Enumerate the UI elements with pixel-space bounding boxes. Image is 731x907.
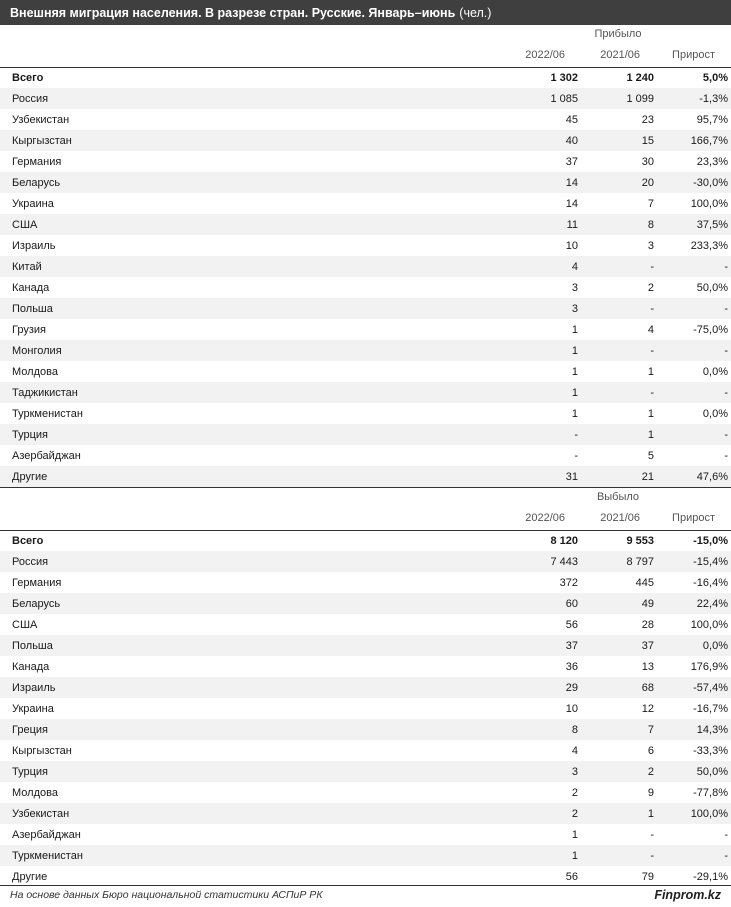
growth-value: -1,3% (699, 92, 728, 105)
growth-value: -15,0% (693, 535, 728, 547)
table-title-bar (0, 0, 731, 25)
value-2021: 1 (647, 428, 654, 441)
value-2022: 2 (571, 786, 578, 799)
column-header-2022: 2022/06 (525, 512, 565, 524)
value-2021: 49 (641, 597, 654, 610)
country-name: Узбекистан (12, 113, 70, 126)
arrived-group-label: Прибыло (594, 28, 642, 40)
country-name: Россия (12, 92, 49, 105)
value-2022: 372 (559, 576, 578, 589)
country-name: Другие (12, 870, 48, 883)
value-2021: 7 (647, 197, 654, 210)
value-2021: 1 099 (626, 92, 654, 105)
growth-value: - (724, 260, 728, 273)
growth-value: 5,0% (702, 72, 728, 84)
table-row (0, 698, 731, 719)
value-2022: 60 (565, 597, 578, 610)
country-name: Канада (12, 281, 50, 294)
country-name: Туркменистан (12, 849, 83, 862)
country-name: Азербайджан (12, 828, 81, 841)
growth-value: 233,3% (690, 239, 728, 252)
table-row (0, 740, 731, 761)
country-name: Молдова (12, 365, 58, 378)
value-2021: - (650, 260, 654, 273)
value-2021: 1 (647, 807, 654, 820)
table-row (0, 172, 731, 193)
value-2021: 8 (647, 218, 654, 231)
value-2021: 1 (647, 365, 654, 378)
value-2022: 3 (571, 765, 578, 778)
value-2021: 6 (647, 744, 654, 757)
table-row (0, 340, 731, 361)
table-row (0, 719, 731, 740)
growth-value: 100,0% (690, 197, 728, 210)
growth-value: 100,0% (690, 807, 728, 820)
source-note: На основе данных Бюро национальной статистики АСПиР РК (10, 889, 323, 901)
country-name: Израиль (12, 239, 56, 252)
value-2022: 56 (565, 618, 578, 631)
country-name: Канада (12, 660, 50, 673)
growth-value: 0,0% (702, 365, 728, 378)
country-name: Монголия (12, 344, 62, 357)
growth-value: 0,0% (702, 639, 728, 652)
country-name: Беларусь (12, 597, 61, 610)
growth-value: 47,6% (696, 470, 728, 483)
table-row (0, 593, 731, 614)
country-name: Всего (12, 535, 44, 547)
growth-value: -15,4% (693, 555, 728, 568)
value-2022: - (574, 428, 578, 441)
arrived-rows (0, 67, 731, 488)
country-name: Турция (12, 765, 48, 778)
table-row (0, 403, 731, 424)
value-2021: 13 (641, 660, 654, 673)
value-2022: 4 (571, 744, 578, 757)
total-row (0, 67, 731, 88)
growth-value: - (724, 344, 728, 357)
growth-value: 176,9% (690, 660, 728, 673)
growth-value: -29,1% (693, 870, 728, 883)
country-name: Туркменистан (12, 407, 83, 420)
value-2022: - (574, 449, 578, 462)
table-title: Внешняя миграция населения. В разрезе стран. Русские. Январь–июнь (10, 5, 456, 20)
value-2022: 1 (571, 386, 578, 399)
table-row (0, 782, 731, 803)
value-2022: 7 443 (550, 555, 578, 568)
value-2021: 79 (641, 870, 654, 883)
growth-value: 23,3% (696, 155, 728, 168)
growth-value: 50,0% (696, 765, 728, 778)
table-row (0, 277, 731, 298)
table-row (0, 824, 731, 845)
value-2022: 1 (571, 365, 578, 378)
value-2021: 9 553 (626, 535, 654, 547)
value-2021: 1 (647, 407, 654, 420)
table-row (0, 382, 731, 403)
column-header-2022: 2022/06 (525, 49, 565, 61)
country-name: Германия (12, 576, 62, 589)
country-name: Другие (12, 470, 48, 483)
value-2021: 9 (647, 786, 654, 799)
value-2021: 68 (641, 681, 654, 694)
value-2022: 8 120 (550, 535, 578, 547)
value-2022: 29 (565, 681, 578, 694)
table-row (0, 635, 731, 656)
growth-value: 14,3% (696, 723, 728, 736)
table-row (0, 151, 731, 172)
value-2022: 14 (565, 176, 578, 189)
country-name: США (12, 218, 38, 231)
country-name: Россия (12, 555, 49, 568)
country-name: Украина (12, 197, 54, 210)
country-name: Таджикистан (12, 386, 78, 399)
value-2021: 5 (647, 449, 654, 462)
value-2021: 2 (647, 281, 654, 294)
country-name: Турция (12, 428, 48, 441)
column-header-2021: 2021/06 (600, 49, 640, 61)
table-row (0, 803, 731, 824)
growth-value: 22,4% (696, 597, 728, 610)
country-name: Беларусь (12, 176, 61, 189)
value-2022: 36 (565, 660, 578, 673)
growth-value: - (724, 302, 728, 315)
value-2021: - (650, 828, 654, 841)
country-name: Узбекистан (12, 807, 70, 820)
table-row (0, 109, 731, 130)
growth-value: -57,4% (693, 681, 728, 694)
value-2021: 28 (641, 618, 654, 631)
value-2021: 445 (635, 576, 654, 589)
country-name: Польша (12, 639, 53, 652)
country-name: США (12, 618, 38, 631)
table-row (0, 572, 731, 593)
table-row (0, 761, 731, 782)
country-name: Грузия (12, 323, 46, 336)
country-name: Азербайджан (12, 449, 81, 462)
value-2021: - (650, 386, 654, 399)
table-row (0, 466, 731, 487)
value-2022: 37 (565, 639, 578, 652)
table-row (0, 845, 731, 866)
table-row (0, 551, 731, 572)
value-2022: 11 (566, 218, 578, 231)
value-2021: 7 (647, 723, 654, 736)
table-row (0, 130, 731, 151)
table-row (0, 88, 731, 109)
column-header-2021: 2021/06 (600, 512, 640, 524)
growth-value: - (724, 386, 728, 399)
value-2021: 4 (647, 323, 654, 336)
value-2021: 37 (641, 639, 654, 652)
table-row (0, 193, 731, 214)
table-row (0, 298, 731, 319)
growth-value: - (724, 449, 728, 462)
departed-section (0, 488, 731, 887)
value-2022: 1 (571, 849, 578, 862)
value-2021: 15 (641, 134, 654, 147)
growth-value: -16,4% (693, 576, 728, 589)
growth-value: 37,5% (696, 218, 728, 231)
growth-value: 50,0% (696, 281, 728, 294)
departed-rows (0, 530, 731, 887)
value-2021: 12 (641, 702, 654, 715)
growth-value: - (724, 828, 728, 841)
growth-value: -16,7% (693, 702, 728, 715)
value-2022: 45 (565, 113, 578, 126)
value-2022: 3 (571, 281, 578, 294)
table-row (0, 235, 731, 256)
growth-value: -77,8% (693, 786, 728, 799)
growth-value: 166,7% (690, 134, 728, 147)
value-2022: 4 (571, 260, 578, 273)
growth-value: 0,0% (702, 407, 728, 420)
growth-value: - (724, 849, 728, 862)
footer (0, 885, 731, 907)
value-2022: 1 085 (550, 92, 578, 105)
brand-logo-text: Finprom.kz (654, 888, 721, 902)
total-row (0, 530, 731, 551)
arrived-section (0, 25, 731, 488)
country-name: Польша (12, 302, 53, 315)
table-row (0, 256, 731, 277)
value-2022: 14 (565, 197, 578, 210)
country-name: Кыргызстан (12, 744, 72, 757)
country-name: Украина (12, 702, 54, 715)
value-2021: - (650, 849, 654, 862)
table-row (0, 614, 731, 635)
value-2022: 10 (565, 239, 578, 252)
value-2021: 1 240 (626, 72, 654, 84)
value-2022: 40 (565, 134, 578, 147)
column-header-growth: Прирост (672, 49, 715, 61)
departed-header (0, 488, 731, 530)
value-2022: 1 (571, 828, 578, 841)
growth-value: 95,7% (696, 113, 728, 126)
value-2021: 21 (641, 470, 654, 483)
table-row (0, 866, 731, 887)
country-name: Израиль (12, 681, 56, 694)
growth-value: 100,0% (690, 618, 728, 631)
table-row (0, 445, 731, 466)
table-row (0, 677, 731, 698)
value-2022: 3 (571, 302, 578, 315)
table-row (0, 319, 731, 340)
value-2021: 3 (647, 239, 654, 252)
value-2022: 56 (565, 870, 578, 883)
value-2021: 23 (641, 113, 654, 126)
country-name: Всего (12, 72, 44, 84)
growth-value: -30,0% (693, 176, 728, 189)
value-2022: 10 (565, 702, 578, 715)
value-2022: 1 (571, 323, 578, 336)
table-row (0, 424, 731, 445)
table-row (0, 361, 731, 382)
growth-value: -33,3% (693, 744, 728, 757)
value-2022: 1 (571, 407, 578, 420)
value-2022: 31 (565, 470, 578, 483)
growth-value: -75,0% (693, 323, 728, 336)
country-name: Кыргызстан (12, 134, 72, 147)
country-name: Молдова (12, 786, 58, 799)
value-2022: 1 302 (550, 72, 578, 84)
table-unit: (чел.) (459, 5, 492, 20)
value-2021: 20 (641, 176, 654, 189)
value-2022: 37 (565, 155, 578, 168)
value-2021: 30 (641, 155, 654, 168)
value-2021: - (650, 302, 654, 315)
value-2022: 8 (571, 723, 578, 736)
value-2022: 2 (571, 807, 578, 820)
arrived-header (0, 25, 731, 67)
value-2021: - (650, 344, 654, 357)
table-row (0, 214, 731, 235)
country-name: Китай (12, 260, 42, 273)
value-2022: 1 (571, 344, 578, 357)
country-name: Греция (12, 723, 48, 736)
departed-group-label: Выбыло (596, 491, 640, 503)
country-name: Германия (12, 155, 62, 168)
growth-value: - (724, 428, 728, 441)
table-row (0, 656, 731, 677)
column-header-growth: Прирост (672, 512, 715, 524)
value-2021: 8 797 (626, 555, 654, 568)
value-2021: 2 (647, 765, 654, 778)
